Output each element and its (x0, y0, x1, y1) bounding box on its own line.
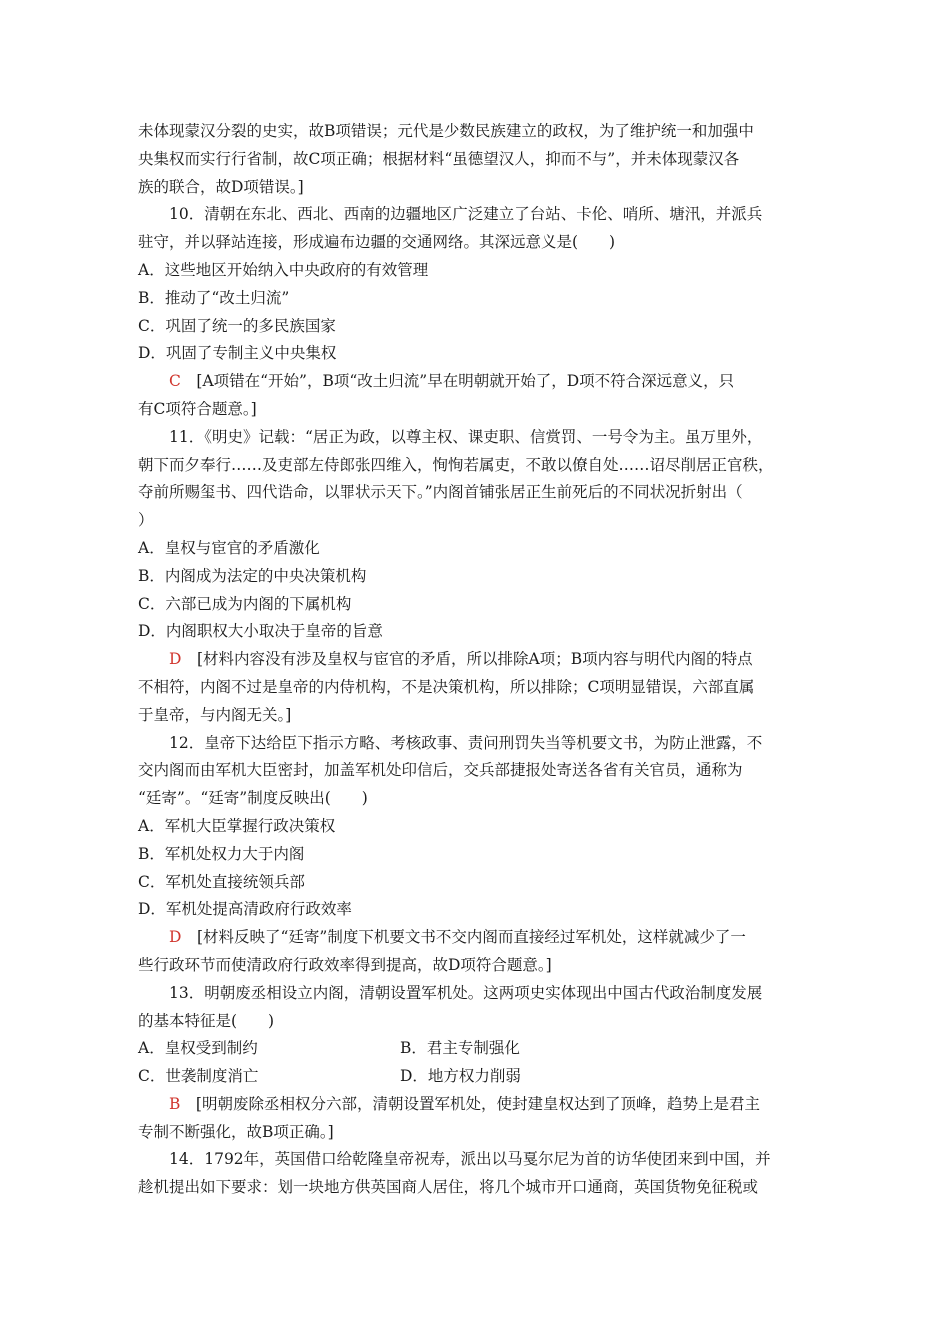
option-b: B．君主专制强化 (400, 1039, 520, 1058)
question-12 (138, 730, 818, 980)
option-c: C．世袭制度消亡 (138, 1067, 259, 1086)
question-stem-line: 11．《明史》记载：“居正为政，以尊主权、课吏职、信赏罚、一号令为主。虽万里外， (169, 427, 763, 446)
question-13 (138, 980, 818, 1147)
option-row (138, 1035, 818, 1063)
answer-letter: D (169, 928, 182, 947)
explanation-text: [A项错在“开始”，B项“改土归流”早在明朝就开始了，D项不符合深远意义，只 (196, 372, 735, 391)
answer-letter: D (169, 650, 182, 669)
explanation-line: 于皇帝，与内阁无关。] (138, 705, 292, 724)
option-d: D．军机处提高清政府行政效率 (138, 900, 352, 919)
explanation-text: [明朝废除丞相权分六部，清朝设置军机处，使封建皇权达到了顶峰，趋势上是君主 (195, 1094, 760, 1113)
question-stem-line: 10．清朝在东北、西北、西南的边疆地区广泛建立了台站、卡伦、哨所、塘汛，并派兵 (169, 205, 763, 224)
option-d: D．巩固了专制主义中央集权 (138, 344, 337, 363)
question-10 (138, 201, 818, 423)
answer-letter: B (169, 1094, 181, 1113)
option-b: B．内阁成为法定的中央决策机构 (138, 566, 367, 585)
text-line: 央集权而实行行省制，故C项正确；根据材料“虽德望汉人，抑而不与”，并未体现蒙汉各 (138, 149, 740, 168)
question-stem-line: 12．皇帝下达给臣下指示方略、考核政事、责问刑罚失当等机要文书，为防止泄露，不 (169, 733, 763, 752)
question-stem-line: 朝下而夕奉行……及吏部左侍郎张四维入，恂恂若属吏，不敢以僚自处……诏尽削居正官秩， (138, 455, 774, 474)
question-stem-line: 交内阁而由军机大臣密封，加盖军机处印信后，交兵部捷报处寄送各省有关官员，通称为 (138, 761, 743, 780)
option-a: A．皇权与宦官的矛盾激化 (138, 538, 320, 557)
previous-explanation-tail (138, 118, 818, 201)
option-c: C．六部已成为内阁的下属机构 (138, 594, 352, 613)
option-b: B．推动了“改土归流” (138, 288, 290, 307)
explanation-line: 有C项符合题意。] (138, 399, 257, 418)
text-line: 族的联合，故D项错误。] (138, 177, 304, 196)
answer-line (138, 924, 818, 952)
question-stem-line: 的基本特征是( ) (138, 1011, 275, 1030)
answer-line (138, 368, 818, 396)
question-stem-line: 13．明朝废丞相设立内阁，清朝设置军机处。这两项史实体现出中国古代政治制度发展 (169, 983, 763, 1002)
question-stem-line: 驻守，并以驿站连接，形成遍布边疆的交通网络。其深远意义是( ) (138, 233, 616, 252)
option-d: D．内阁职权大小取决于皇帝的旨意 (138, 622, 383, 641)
question-stem-line: 趁机提出如下要求：划一块地方供英国商人居住，将几个城市开口通商，英国货物免征税或 (138, 1178, 759, 1197)
question-stem-line: ） (138, 511, 154, 530)
answer-letter: C (169, 372, 181, 391)
option-a: A．皇权受到制约 (138, 1039, 258, 1058)
question-14 (138, 1146, 818, 1202)
option-c: C．巩固了统一的多民族国家 (138, 316, 336, 335)
question-11 (138, 424, 818, 730)
answer-line (138, 1091, 818, 1119)
answer-line (138, 646, 818, 674)
option-a: A．军机大臣掌握行政决策权 (138, 816, 336, 835)
option-d: D．地方权力削弱 (400, 1067, 521, 1086)
explanation-line: 专制不断强化，故B项正确。] (138, 1122, 334, 1141)
explanation-text: [材料反映了“廷寄”制度下机要文书不交内阁而直接经过军机处，这样就减少了一 (196, 928, 746, 947)
question-stem-line: “廷寄”。“廷寄”制度反映出( ) (138, 789, 368, 808)
explanation-line: 不相符，内阁不过是皇帝的内侍机构，不是决策机构，所以排除；C项明显错误，六部直属 (138, 677, 755, 696)
option-c: C．军机处直接统领兵部 (138, 872, 305, 891)
question-stem-line: 夺前所赐玺书、四代诰命，以罪状示天下。”内阁首铺张居正生前死后的不同状况折射出（ (138, 483, 743, 502)
option-row (138, 1063, 818, 1091)
text-line: 未体现蒙汉分裂的史实，故B项错误；元代是少数民族建立的政权，为了维护统一和加强中 (138, 122, 754, 140)
explanation-text: [材料内容没有涉及皇权与宦官的矛盾，所以排除A项；B项内容与明代内阁的特点 (196, 650, 753, 669)
document-page (138, 118, 818, 1202)
explanation-line: 些行政环节而使清政府行政效率得到提高，故D项符合题意。] (138, 955, 552, 974)
question-stem-line: 14．1792年，英国借口给乾隆皇帝祝寿，派出以马戛尔尼为首的访华使团来到中国，并 (169, 1150, 771, 1169)
option-b: B．军机处权力大于内阁 (138, 844, 305, 863)
option-a: A．这些地区开始纳入中央政府的有效管理 (138, 260, 429, 279)
